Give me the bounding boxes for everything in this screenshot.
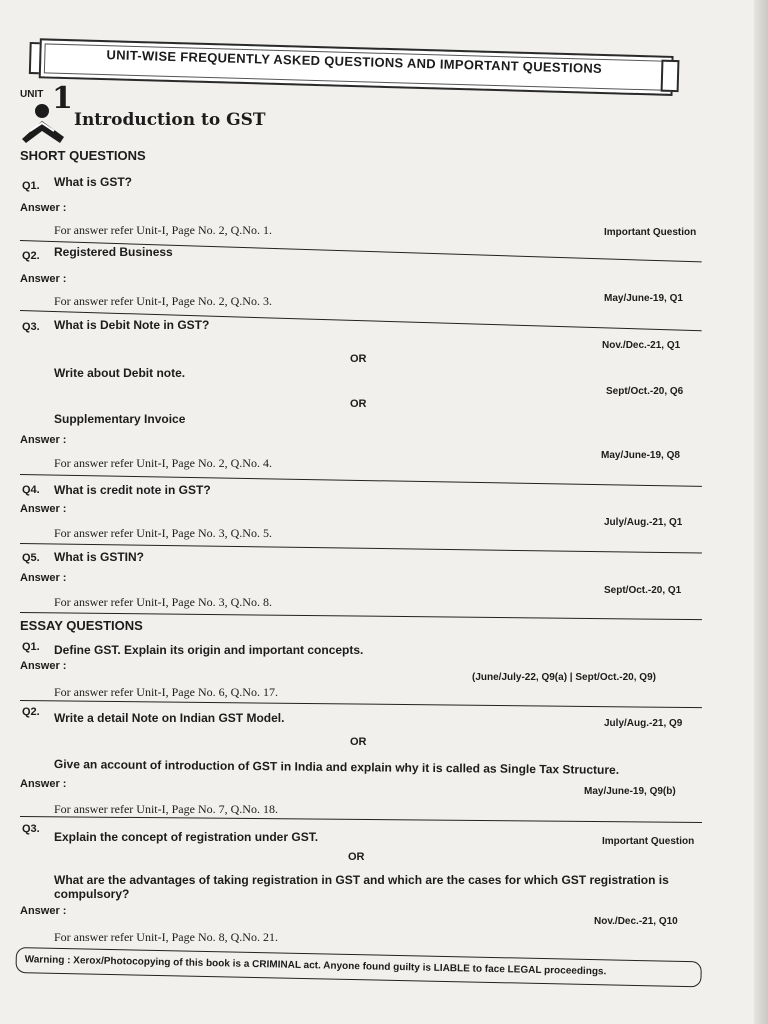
essay-q2-tag: July/Aug.-21, Q9 xyxy=(604,718,683,729)
reader-icon xyxy=(20,101,70,145)
short-q4-number: Q4. xyxy=(22,484,40,496)
answer-label: Answer : xyxy=(20,434,67,446)
short-q3-number: Q3. xyxy=(22,321,40,333)
short-q1-text: What is GST? xyxy=(54,175,132,189)
essay-q2-number: Q2. xyxy=(22,706,40,718)
essay-q3-tag2: Nov./Dec.-21, Q10 xyxy=(594,916,678,927)
answer-label: Answer : xyxy=(20,905,67,917)
essay-q2-tag2: May/June-19, Q9(b) xyxy=(584,786,676,797)
short-q3-tag1: Nov./Dec.-21, Q1 xyxy=(602,340,681,351)
short-q4-reference: For answer refer Unit-I, Page No. 3, Q.No. 5. xyxy=(54,526,272,540)
short-q5-reference: For answer refer Unit-I, Page No. 3, Q.No. 8. xyxy=(54,595,272,609)
page-edge xyxy=(754,0,768,1024)
short-q5-tag: Sept/Oct.-20, Q1 xyxy=(604,585,682,596)
short-q1-number: Q1. xyxy=(22,180,40,192)
essay-q1-tag: (June/July-22, Q9(a) | Sept/Oct.-20, Q9) xyxy=(472,672,656,683)
essay-q3-number: Q3. xyxy=(22,823,40,835)
answer-label: Answer : xyxy=(20,202,67,214)
essay-q3-alt: What are the advantages of taking registration in GST and which are the cases for which GST registration is compulsory? xyxy=(54,873,669,901)
warning-banner: Warning : Xerox/Photocopying of this book is a CRIMINAL act. Anyone found guilty is LIABLE to face LEGAL proceedings. xyxy=(15,947,701,987)
essay-q1-text: Define GST. Explain its origin and important concepts. xyxy=(54,643,364,657)
essay-q3-text: Explain the concept of registration under GST. xyxy=(54,830,319,844)
short-q5-text: What is GSTIN? xyxy=(54,550,144,564)
unit-title: Introduction to GST xyxy=(74,110,266,130)
divider xyxy=(20,700,702,708)
short-q3-tag2: Sept/Oct.-20, Q6 xyxy=(606,386,684,397)
short-questions-heading: SHORT QUESTIONS xyxy=(20,148,146,163)
header-banner xyxy=(29,32,680,100)
essay-q1-reference: For answer refer Unit-I, Page No. 6, Q.No. 17. xyxy=(54,685,278,699)
essay-q2-reference: For answer refer Unit-I, Page No. 7, Q.No. 18. xyxy=(54,802,278,816)
short-q3-reference: For answer refer Unit-I, Page No. 2, Q.No. 4. xyxy=(54,456,272,470)
short-q3-tag3: May/June-19, Q8 xyxy=(601,450,680,461)
banner-ornament-right-icon xyxy=(661,60,680,92)
short-q2-number: Q2. xyxy=(22,250,40,262)
unit-logo xyxy=(20,81,73,145)
short-q3-alt2: Supplementary Invoice xyxy=(54,412,186,426)
banner-title: UNIT-WISE FREQUENTLY ASKED QUESTIONS AND IMPORTANT QUESTIONS xyxy=(106,47,603,76)
or-separator: OR xyxy=(350,398,367,410)
or-separator: OR xyxy=(350,353,367,365)
answer-label: Answer : xyxy=(20,273,67,285)
essay-q2-alt: Give an account of introduction of GST in India and explain why it is called as Single Tax Structure. xyxy=(53,757,620,777)
essay-q1-number: Q1. xyxy=(22,641,40,653)
or-separator: OR xyxy=(350,736,367,748)
unit-word: UNIT xyxy=(20,89,44,100)
essay-q3-reference: For answer refer Unit-I, Page No. 8, Q.No. 21. xyxy=(54,930,278,944)
answer-label: Answer : xyxy=(20,660,67,672)
short-q1-reference: For answer refer Unit-I, Page No. 2, Q.No. 1. xyxy=(54,223,272,237)
divider xyxy=(20,816,702,823)
essay-q2-text: Write a detail Note on Indian GST Model. xyxy=(54,711,285,725)
essay-questions-heading: ESSAY QUESTIONS xyxy=(20,618,143,633)
short-q2-tag: May/June-19, Q1 xyxy=(604,293,683,304)
essay-q3-tag: Important Question xyxy=(602,836,695,847)
answer-label: Answer : xyxy=(20,572,67,584)
short-q4-text: What is credit note in GST? xyxy=(54,483,211,497)
short-q1-tag: Important Question xyxy=(604,227,697,238)
short-q5-number: Q5. xyxy=(22,552,40,564)
unit-number: 1 xyxy=(52,81,73,116)
short-q3-alt1: Write about Debit note. xyxy=(54,366,186,380)
or-separator: OR xyxy=(348,851,365,863)
short-q2-text: Registered Business xyxy=(54,245,173,259)
short-q4-tag: July/Aug.-21, Q1 xyxy=(604,517,683,528)
short-q3-text: What is Debit Note in GST? xyxy=(54,318,210,332)
answer-label: Answer : xyxy=(20,778,67,790)
answer-label: Answer : xyxy=(20,503,67,515)
short-q2-reference: For answer refer Unit-I, Page No. 2, Q.No. 3. xyxy=(54,294,272,308)
